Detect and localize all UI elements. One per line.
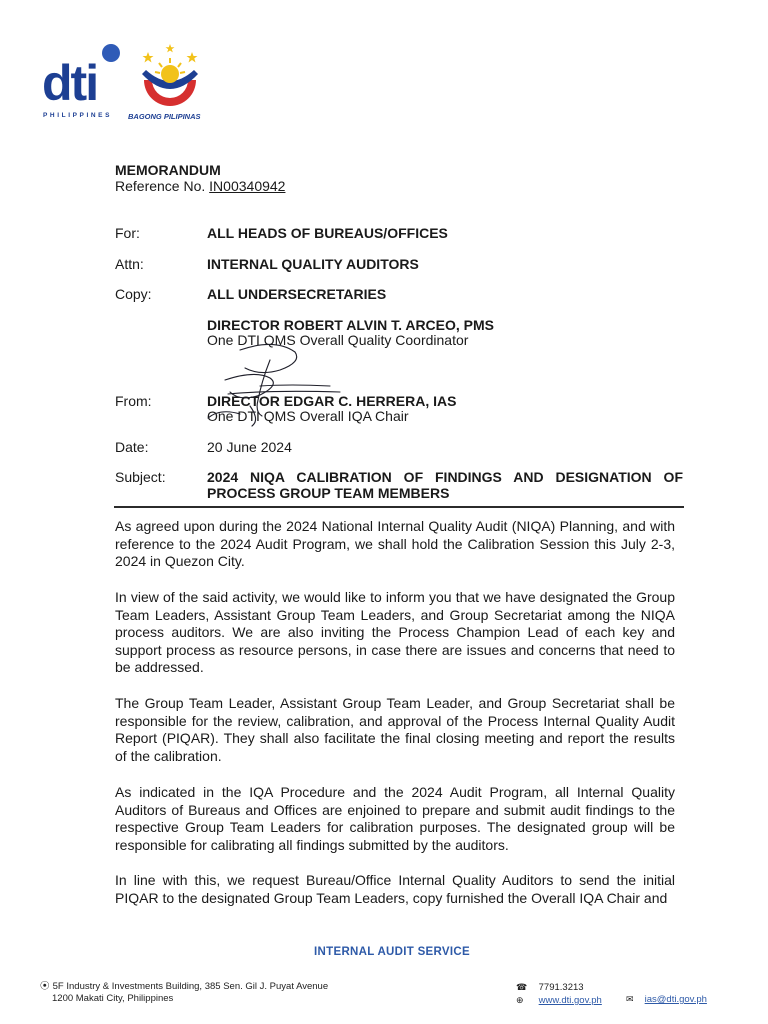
for-label: For: [115, 225, 140, 241]
copy-value-director-name: DIRECTOR ROBERT ALVIN T. ARCEO, PMS [207, 317, 495, 333]
bagong-pilipinas-emblem-icon [128, 44, 212, 110]
date-label: Date: [115, 439, 149, 455]
address-line-2: 1200 Makati City, Philippines [52, 993, 174, 1004]
phone-icon: ☎ [516, 982, 528, 992]
reference-number: IN00340942 [209, 178, 286, 194]
footer-organization: INTERNAL AUDIT SERVICE [314, 946, 470, 958]
handwritten-signature [200, 340, 350, 430]
from-title: One DTI QMS Overall IQA Chair [207, 408, 409, 424]
dti-logo-text: dti [42, 55, 98, 111]
body-paragraph-1: As agreed upon during the 2024 National Internal Quality Audit (NIQA) Planning, and with reference to the 2024 Audit Program, we shall hold the Calibration Session this July 2-3, 2024 in Quezon City. [115, 518, 675, 569]
body-paragraph-3: The Group Team Leader, Assistant Group Team Leader, and Group Secretariat shall be responsible for the review, calibration, and approval of the Process Internal Quality Audit Report (PIQAR). They shall also facilitate the final closing meeting and report the results of the calibration. [115, 695, 675, 764]
dti-logo [42, 44, 124, 120]
footer-phone: 7791.3213 [538, 982, 584, 993]
from-name: DIRECTOR EDGAR C. HERRERA, IAS [207, 393, 457, 409]
bagong-pilipinas-tagline: BAGONG PILIPINAS [128, 112, 201, 121]
footer-email-link[interactable]: ias@dti.gov.ph [644, 994, 707, 1005]
location-pin-icon: ⦿ [40, 981, 50, 992]
dti-logo-tagline: PHILIPPINES [43, 112, 113, 119]
attn-value: INTERNAL QUALITY AUDITORS [207, 256, 419, 272]
footer-contact [516, 981, 602, 1007]
copy-value-undersecretaries: ALL UNDERSECRETARIES [207, 286, 387, 302]
body-paragraph-4: As indicated in the IQA Procedure and the 2024 Audit Program, all Internal Quality Auditors of Bureaus and Offices are enjoined to prepare and submit audit findings to the respective Group Team Leaders for calibration purposes. The designated group will be responsible for calibrating all findings submitted by the auditors. [115, 784, 675, 853]
copy-label: Copy: [115, 286, 152, 302]
subject-value [207, 469, 683, 501]
footer-website-link[interactable]: www.dti.gov.ph [538, 995, 602, 1006]
bagong-pilipinas-logo [128, 44, 212, 120]
globe-icon [102, 44, 120, 62]
for-value: ALL HEADS OF BUREAUS/OFFICES [207, 225, 448, 241]
memo-title: MEMORANDUM [115, 162, 221, 178]
body-paragraph-2: In view of the said activity, we would like to inform you that we have designated the Group Team Leaders, Assistant Group Team Leaders, and Group Secretariat among the NIQA process auditors. We are also inviting the Process Champion Lead of each key and support process as resource persons, in case there are issues and concerns that need to be addressed. [115, 589, 675, 675]
body-paragraph-5: In line with this, we request Bureau/Office Internal Quality Auditors to send the initial PIQAR to the designated Group Team Leaders, copy furnished the Overall IQA Chair and [115, 872, 675, 906]
header-divider [114, 506, 684, 508]
date-value: 20 June 2024 [207, 439, 292, 455]
reference-label: Reference No. [115, 178, 206, 194]
footer-email [626, 993, 707, 1006]
address-line-1: 5F Industry & Investments Building, 385 Sen. Gil J. Puyat Avenue [52, 981, 329, 992]
from-label: From: [115, 393, 152, 409]
globe-web-icon: ⊕ [516, 995, 524, 1005]
memo-reference [115, 178, 285, 194]
envelope-icon: ✉ [626, 994, 634, 1004]
footer-address [40, 981, 328, 1005]
attn-label: Attn: [115, 256, 144, 272]
subject-line-1: 2024 NIQA CALIBRATION OF FINDINGS AND DESIGNATION OF [207, 469, 683, 485]
subject-line-2: PROCESS GROUP TEAM MEMBERS [207, 485, 450, 501]
copy-value-director-title: One DTI QMS Overall Quality Coordinator [207, 332, 469, 348]
subject-label: Subject: [115, 469, 166, 485]
